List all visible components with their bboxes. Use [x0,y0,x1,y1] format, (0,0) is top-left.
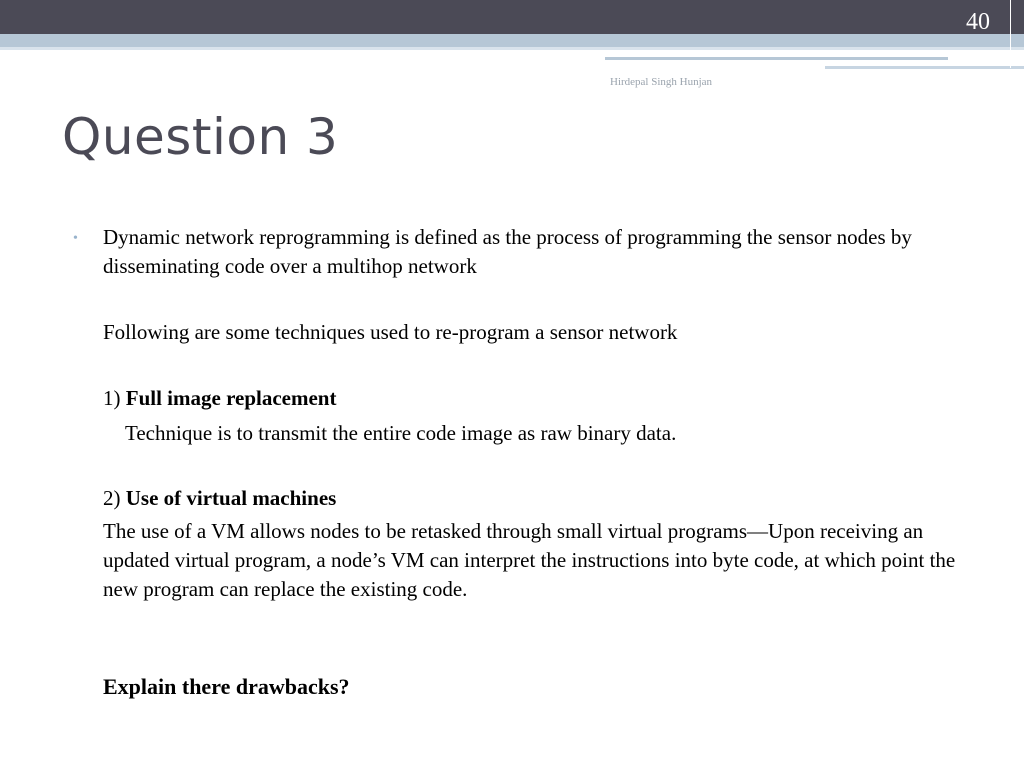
bullet-text: Dynamic network reprogramming is defined as the process of programming the sensor nodes by disseminating code over a multihop network [103,225,912,278]
header-thin-band [0,47,1024,50]
slide-number: 40 [966,9,990,35]
technique-1-description: Technique is to transmit the entire code image as raw binary data. [125,421,677,445]
technique-1-name: Full image replacement [125,386,337,410]
technique-1-number: 1) [103,386,126,410]
technique-1-heading [103,384,973,413]
technique-2-name: Use of virtual machines [125,486,337,510]
decorative-line [605,57,948,60]
header-accent-band [0,34,1024,47]
decorative-line [825,66,1024,69]
technique-2-heading [103,484,973,513]
decorative-divider [1010,0,1011,68]
technique-2-description: The use of a VM allows nodes to be retasked through small virtual programs—Upon receiving an updated virtual program, a node’s VM can interpret the instructions into byte code, at which point the new program can replace the existing code. [103,519,956,601]
intro-text: Following are some techniques used to re-program a sensor network [103,320,678,344]
technique-2-number: 2) [103,486,126,510]
slide-title: Question 3 [62,108,339,166]
bullet-icon: • [73,231,78,246]
header-band [0,0,1024,34]
question-text: Explain there drawbacks? [103,674,350,699]
author-footer: Hirdepal Singh Hunjan [610,76,713,88]
